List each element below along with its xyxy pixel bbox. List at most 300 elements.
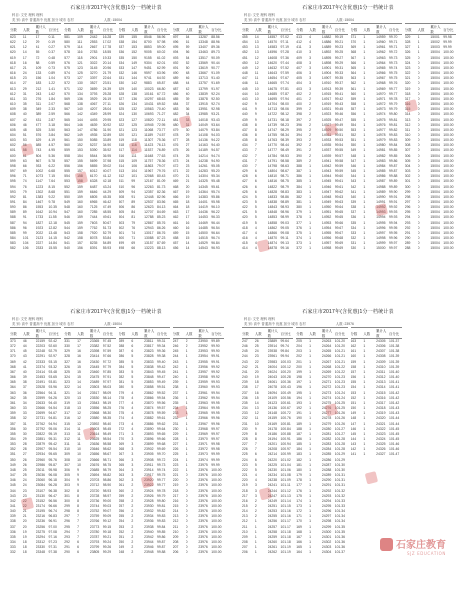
table-cell: 23920 bbox=[144, 478, 154, 483]
table-cell: 14895 bbox=[321, 55, 332, 60]
table-cell: 96.10 bbox=[211, 205, 220, 210]
table-cell: 362 bbox=[350, 81, 357, 86]
table-cell: 210 bbox=[172, 529, 179, 534]
table-cell: 8 bbox=[77, 498, 79, 503]
table-cell: 1 bbox=[363, 225, 366, 230]
table-cell: 23348 bbox=[35, 550, 46, 555]
table-cell: 95.61 bbox=[211, 184, 220, 189]
table-cell: 0 bbox=[417, 158, 420, 163]
table-cell: 10.94 bbox=[48, 210, 57, 215]
table-cell: 573 bbox=[64, 76, 70, 81]
table-cell: 23736 bbox=[89, 498, 100, 503]
table-cell: 109 bbox=[35, 65, 42, 70]
table-cell: 390 bbox=[296, 153, 302, 158]
table-cell: 16 bbox=[185, 220, 190, 225]
table-cell: 1 bbox=[309, 550, 311, 555]
table-cell: 17.78 bbox=[102, 45, 112, 50]
table-cell: 291 bbox=[404, 230, 411, 235]
table-cell: 15004 bbox=[430, 96, 440, 101]
table-cell: 15 bbox=[254, 395, 259, 400]
table-cell: 10.35 bbox=[48, 205, 57, 210]
table-cell: 13348 bbox=[198, 40, 208, 45]
table-cell: 6 bbox=[254, 457, 257, 462]
table-cell: 11068 bbox=[144, 127, 154, 132]
table-cell: 40 bbox=[185, 91, 190, 96]
table-cell: 101.24 bbox=[334, 395, 346, 400]
table-cell: 351 bbox=[10, 452, 16, 457]
table-cell: 2 bbox=[309, 91, 311, 96]
table-cell: 371 bbox=[10, 349, 16, 354]
table-cell: 1 bbox=[185, 375, 188, 380]
table-cell: 23932 bbox=[144, 509, 154, 514]
table-cell: 420 bbox=[242, 215, 248, 220]
table-cell: 389 bbox=[35, 112, 42, 117]
table-cell: 99.51 bbox=[156, 385, 166, 390]
table-cell: 99.08 bbox=[280, 230, 289, 235]
table-cell: 160 bbox=[77, 205, 83, 210]
table-cell: 5699 bbox=[89, 158, 98, 163]
table-cell: 24244 bbox=[267, 488, 278, 493]
table-cell: 99.96 bbox=[388, 236, 398, 241]
table-cell: 470 bbox=[172, 174, 179, 179]
table-cell: 20 bbox=[22, 524, 27, 529]
table-cell: 297 bbox=[404, 200, 411, 204]
table-cell: 413 bbox=[296, 35, 302, 39]
table-cell: 436 bbox=[242, 132, 248, 137]
table-cell: 149 bbox=[131, 60, 137, 65]
table-cell: 98.93 bbox=[280, 205, 289, 210]
table-cell: 183 bbox=[35, 81, 42, 86]
table-cell: 101.18 bbox=[280, 534, 291, 539]
table-cell: 12 bbox=[77, 416, 81, 421]
table-cell: 99.31 bbox=[334, 65, 344, 70]
table-cell: 312 bbox=[404, 122, 411, 127]
table-cell: 605 bbox=[10, 127, 16, 132]
table-cell: 24294 bbox=[321, 498, 332, 503]
table-cell: 15004 bbox=[430, 241, 440, 246]
column-header: 人数 bbox=[418, 24, 431, 35]
table-cell: 1 bbox=[309, 375, 311, 380]
table-cell: 99.35 bbox=[334, 76, 344, 81]
table-cell: 266 bbox=[118, 457, 125, 462]
table-cell: 13915 bbox=[198, 102, 208, 107]
table-cell: 104 bbox=[131, 169, 137, 174]
table-cell: 89.36 bbox=[211, 45, 220, 50]
table-cell: 99.77 bbox=[156, 478, 166, 483]
table-cell: 24 bbox=[22, 483, 27, 488]
table-cell: 22564 bbox=[35, 390, 46, 395]
table-cell: 11648 bbox=[144, 153, 154, 158]
table-cell: 23922 bbox=[144, 483, 154, 488]
table-cell: 230 bbox=[242, 426, 248, 431]
table-cell: 23914 bbox=[144, 467, 154, 472]
table-cell: 99.65 bbox=[334, 210, 344, 215]
score-column bbox=[296, 327, 347, 596]
table-cell: 101.39 bbox=[388, 364, 400, 369]
table-cell: 226 bbox=[242, 447, 248, 452]
table-cell: 97.85 bbox=[102, 369, 112, 374]
table-cell: 424 bbox=[242, 194, 248, 199]
table-cell: 96.56 bbox=[48, 498, 57, 503]
table-cell: 101.04 bbox=[280, 462, 291, 467]
table-cell: 100.00 bbox=[443, 230, 454, 235]
table-cell: 0 bbox=[417, 241, 420, 246]
table-cell: 24265 bbox=[321, 349, 332, 354]
table-cell: 99.77 bbox=[388, 86, 398, 91]
table-cell: 3270 bbox=[89, 71, 98, 76]
table-cell: 99.29 bbox=[334, 60, 344, 65]
column-header: 百分比 bbox=[335, 328, 348, 339]
table-cell: 538 bbox=[118, 40, 125, 45]
table-cell: 98.83 bbox=[280, 189, 289, 194]
table-cell: 99.68 bbox=[156, 442, 166, 447]
table-cell: 101.42 bbox=[388, 390, 400, 395]
page-title: 石家庄市2017年(含优惠)1分一档统计表 bbox=[302, 5, 394, 11]
table-cell: 1 bbox=[309, 339, 311, 343]
table-cell: 192 bbox=[296, 406, 302, 411]
table-cell: 14364 bbox=[198, 189, 208, 194]
table-cell: 69.52 bbox=[156, 102, 166, 107]
table-cell: 9 bbox=[254, 102, 257, 107]
table-cell: 23914 bbox=[267, 344, 278, 349]
table-cell: 300 bbox=[404, 184, 411, 189]
table-cell: 15004 bbox=[430, 86, 440, 91]
table-cell: 296 bbox=[404, 205, 411, 210]
table-cell: 98.53 bbox=[280, 153, 289, 158]
table-cell: 249 bbox=[118, 545, 125, 550]
table-cell: 229 bbox=[242, 431, 248, 436]
table-cell: 6.68 bbox=[48, 169, 56, 174]
score-column bbox=[296, 23, 347, 292]
table-cell: 416 bbox=[242, 236, 248, 241]
table-cell: 159 bbox=[77, 184, 83, 189]
table-cell: 101.20 bbox=[334, 344, 346, 349]
table-cell: 17 bbox=[77, 344, 81, 349]
table-cell: 44 bbox=[22, 344, 27, 349]
table-cell: 9.22 bbox=[48, 194, 56, 199]
table-cell: 14770 bbox=[267, 143, 278, 148]
table-cell: 23 bbox=[22, 488, 27, 493]
table-cell: 94.11 bbox=[48, 390, 57, 395]
table-cell: 33 bbox=[22, 411, 27, 416]
total-count: 人数: 23976 bbox=[335, 321, 354, 326]
table-cell: 12 bbox=[77, 411, 81, 416]
table-cell: 99 bbox=[22, 230, 27, 235]
table-cell: 1 bbox=[417, 35, 420, 39]
table-cell: 101.35 bbox=[334, 524, 346, 529]
table-cell: 361 bbox=[10, 400, 16, 405]
table-cell: 415 bbox=[242, 241, 248, 246]
table-cell: 99.99 bbox=[211, 457, 220, 462]
table-cell: 14 bbox=[77, 390, 81, 395]
table-cell: 23543 bbox=[89, 400, 100, 405]
table-cell: 379 bbox=[296, 210, 302, 215]
table-cell: 100.88 bbox=[280, 431, 291, 436]
table-cell: 4349 bbox=[89, 112, 98, 117]
table-cell: 39 bbox=[185, 96, 190, 101]
table-row bbox=[10, 246, 61, 251]
table-cell: 1 bbox=[363, 143, 366, 148]
table-cell: 94.57 bbox=[211, 148, 220, 153]
table-cell: 23983 bbox=[267, 359, 278, 364]
table-cell: 367 bbox=[10, 369, 16, 374]
table-cell: 8 bbox=[254, 132, 257, 137]
table-cell: 89 bbox=[131, 200, 136, 204]
table-cell: 1 bbox=[254, 550, 257, 555]
table-cell: 99.37 bbox=[334, 81, 344, 86]
table-cell: 109 bbox=[131, 158, 137, 163]
score-column bbox=[10, 327, 61, 596]
table-cell: 99.91 bbox=[211, 354, 220, 359]
table-cell: 149 bbox=[77, 132, 83, 137]
table-cell: 3 bbox=[131, 467, 134, 472]
table-cell: 370 bbox=[10, 354, 16, 359]
table-cell: 300 bbox=[64, 498, 70, 503]
table-cell: 466 bbox=[172, 194, 179, 199]
table-cell: 1 bbox=[309, 225, 311, 230]
table-cell: 142 bbox=[131, 81, 137, 86]
table-cell: 92.74 bbox=[211, 102, 220, 107]
table-cell: 0 bbox=[417, 153, 420, 158]
table-cell: 97.52 bbox=[280, 65, 289, 70]
column-header: 人数 bbox=[255, 24, 268, 35]
table-cell: 15004 bbox=[430, 246, 440, 251]
table-cell: 2 bbox=[185, 339, 188, 343]
table-cell: 23 bbox=[185, 163, 190, 168]
table-cell: 22248 bbox=[35, 349, 46, 354]
table-cell: 140 bbox=[77, 107, 83, 112]
table-cell: 99.15 bbox=[102, 524, 112, 529]
subject-note: 科目: 文史 理科 理科 bbox=[244, 13, 275, 17]
table-cell: 325 bbox=[64, 369, 70, 374]
table-cell: 240 bbox=[172, 375, 179, 380]
table-cell: 101.27 bbox=[334, 426, 346, 431]
table-cell: 96 bbox=[131, 184, 136, 189]
table-cell: 1 bbox=[363, 431, 366, 436]
table-cell: 15004 bbox=[430, 91, 440, 96]
table-cell: 171 bbox=[296, 514, 302, 519]
table-cell: 410 bbox=[296, 50, 302, 55]
table-cell: 23838 bbox=[144, 364, 154, 369]
table-cell: 14942 bbox=[321, 163, 332, 168]
table-cell: 0 bbox=[417, 86, 420, 91]
table-cell: 99.95 bbox=[388, 225, 398, 230]
table-cell: 1 bbox=[185, 436, 188, 441]
table-cell: 32.89 bbox=[102, 132, 112, 137]
table-cell: 212 bbox=[242, 519, 248, 524]
column-header: 百分比 bbox=[280, 24, 293, 35]
table-cell: 101.14 bbox=[280, 498, 291, 503]
table-cell: 0 bbox=[417, 65, 420, 70]
table-cell: 22.64 bbox=[102, 76, 112, 81]
table-cell: 25.28 bbox=[102, 91, 112, 96]
table-cell: 100.03 bbox=[280, 359, 291, 364]
table-cell: 24301 bbox=[321, 534, 332, 539]
table-cell: 100.00 bbox=[443, 184, 454, 189]
table-cell: 320 bbox=[64, 395, 70, 400]
table-cell: 23312 bbox=[35, 540, 46, 545]
table-cell: 14892 bbox=[321, 50, 332, 55]
table-cell: 24281 bbox=[321, 431, 332, 436]
table-cell: 123 bbox=[131, 127, 137, 132]
table-cell: 269 bbox=[118, 442, 125, 447]
table-cell: 1 bbox=[363, 426, 366, 431]
table-cell: 0 bbox=[417, 174, 420, 179]
table-cell: 3 bbox=[309, 71, 311, 76]
table-cell: 23603 bbox=[89, 426, 100, 431]
table-cell: 3 bbox=[131, 462, 134, 467]
table-cell: 14973 bbox=[376, 107, 386, 112]
table-cell: 99.87 bbox=[388, 169, 398, 174]
table-cell: 1 bbox=[309, 354, 311, 359]
table-cell: 43.24 bbox=[102, 184, 112, 189]
table-cell: 100.00 bbox=[443, 246, 454, 251]
table-cell: 23961 bbox=[267, 354, 278, 359]
table-cell: 349 bbox=[350, 148, 357, 153]
table-cell: 99.73 bbox=[156, 462, 166, 467]
table-cell: 298 bbox=[64, 509, 70, 514]
table-cell: 1 bbox=[309, 205, 311, 210]
table-cell: 1 bbox=[254, 540, 257, 545]
table-cell: 3 bbox=[309, 55, 311, 60]
table-cell: 101.19 bbox=[280, 545, 291, 550]
table-cell: 1 bbox=[309, 241, 311, 246]
table-row bbox=[351, 452, 402, 457]
table-cell: 33 bbox=[22, 96, 27, 101]
table-cell: 133 bbox=[35, 71, 42, 76]
table-cell: 6 bbox=[254, 174, 257, 179]
table-cell: 1 bbox=[309, 169, 311, 174]
table-cell: 99.61 bbox=[334, 179, 344, 184]
table-cell: 23954 bbox=[198, 354, 208, 359]
column-header: 分数 bbox=[64, 328, 77, 339]
table-cell: 523 bbox=[118, 117, 125, 122]
table-cell: 366 bbox=[350, 60, 357, 65]
table-cell: 7 bbox=[254, 153, 257, 158]
table-cell: 6170 bbox=[89, 174, 98, 179]
table-cell: 417 bbox=[242, 230, 248, 235]
table-cell: 336 bbox=[350, 215, 357, 220]
table-cell: 24299 bbox=[321, 524, 332, 529]
table-cell: 14453 bbox=[198, 215, 208, 220]
table-cell: 1 bbox=[185, 390, 188, 395]
table-cell: 100.67 bbox=[280, 406, 291, 411]
table-cell: 23905 bbox=[144, 452, 154, 457]
table-cell: 24316 bbox=[376, 395, 386, 400]
table-cell: 508 bbox=[118, 194, 125, 199]
table-cell: 7762 bbox=[89, 225, 98, 230]
table-cell: 429 bbox=[242, 169, 248, 174]
table-cell: 152 bbox=[350, 395, 357, 400]
table-cell: 13713 bbox=[198, 76, 208, 81]
table-cell: 99.59 bbox=[334, 163, 344, 168]
header-row bbox=[64, 328, 115, 339]
table-cell: 19.33 bbox=[102, 55, 112, 60]
table-cell: 98.58 bbox=[280, 158, 289, 163]
table-cell: 14977 bbox=[376, 127, 386, 132]
table-cell: 0 bbox=[185, 473, 188, 478]
table-cell: 13088 bbox=[144, 236, 154, 241]
table-cell: 99.76 bbox=[388, 81, 398, 86]
table-cell: 2 bbox=[131, 540, 134, 545]
table-cell: 14 bbox=[185, 246, 190, 251]
table-cell: 363 bbox=[350, 76, 357, 81]
table-cell: 1 bbox=[309, 395, 311, 400]
table-cell: 3929 bbox=[89, 96, 98, 101]
table-cell: 51 bbox=[22, 132, 27, 137]
table-cell: 1 bbox=[254, 534, 257, 539]
table-cell: 49.61 bbox=[102, 215, 112, 220]
table-cell: 225 bbox=[242, 452, 248, 457]
table-cell: 1 bbox=[363, 55, 366, 60]
table-cell: 14981 bbox=[376, 148, 386, 153]
table-cell: 13407 bbox=[198, 45, 208, 50]
table-cell: 12943 bbox=[144, 225, 154, 230]
table-cell: 150 bbox=[131, 55, 137, 60]
table-cell: 0 bbox=[417, 236, 420, 241]
table-cell: 1 bbox=[309, 163, 311, 168]
table-cell: 3 bbox=[254, 488, 257, 493]
table-cell: 343 bbox=[10, 493, 16, 498]
table-cell: 338 bbox=[350, 205, 357, 210]
table-cell: 11.55 bbox=[48, 215, 57, 220]
table-cell: 82.96 bbox=[156, 194, 166, 199]
table-cell: 14901 bbox=[321, 65, 332, 70]
table-cell: 168 bbox=[296, 529, 302, 534]
table-cell: 207 bbox=[242, 545, 248, 550]
table-cell: 317 bbox=[64, 411, 70, 416]
table-cell: 24300 bbox=[321, 529, 332, 534]
table-cell: 237 bbox=[172, 390, 179, 395]
table-cell: 1 bbox=[185, 452, 188, 457]
table-cell: 97.97 bbox=[102, 380, 112, 385]
table-cell: 6 bbox=[131, 344, 134, 349]
table-cell: 579 bbox=[64, 45, 70, 50]
table-cell: 234 bbox=[172, 406, 179, 411]
table-cell: 15004 bbox=[430, 127, 440, 132]
table-cell: 34 bbox=[22, 400, 27, 405]
table-cell: 53 bbox=[22, 138, 27, 143]
table-cell: 2 bbox=[131, 550, 134, 555]
table-cell: 260 bbox=[118, 488, 125, 493]
table-cell: 292 bbox=[404, 225, 411, 230]
table-cell: 23489 bbox=[89, 380, 100, 385]
score-column bbox=[119, 327, 170, 596]
table-cell: 98.39 bbox=[280, 138, 289, 143]
table-cell: 24270 bbox=[321, 375, 332, 380]
table-cell: 50 bbox=[185, 65, 190, 70]
table-cell: 617 bbox=[10, 65, 16, 70]
table-cell: 14853 bbox=[267, 215, 278, 220]
table-cell: 15001 bbox=[430, 35, 440, 39]
table-cell: 0 bbox=[417, 179, 420, 184]
table-cell: 3 bbox=[131, 452, 134, 457]
table-cell: 6805 bbox=[89, 194, 98, 199]
table-cell: 14713 bbox=[267, 107, 278, 112]
table-cell: 1 bbox=[363, 236, 366, 241]
table-cell: 100.84 bbox=[280, 426, 291, 431]
table-cell: 158 bbox=[77, 174, 83, 179]
table-cell: 14848 bbox=[267, 210, 278, 215]
table-cell: 23084 bbox=[35, 483, 46, 488]
table-cell: 76 bbox=[131, 225, 136, 230]
table-cell: 101.25 bbox=[334, 400, 346, 405]
table-cell: 99.97 bbox=[211, 436, 220, 441]
table-cell: 3022 bbox=[89, 60, 98, 65]
table-cell: 99.03 bbox=[280, 220, 289, 225]
table-cell: 231 bbox=[172, 421, 179, 426]
table-cell: 437 bbox=[242, 127, 248, 132]
